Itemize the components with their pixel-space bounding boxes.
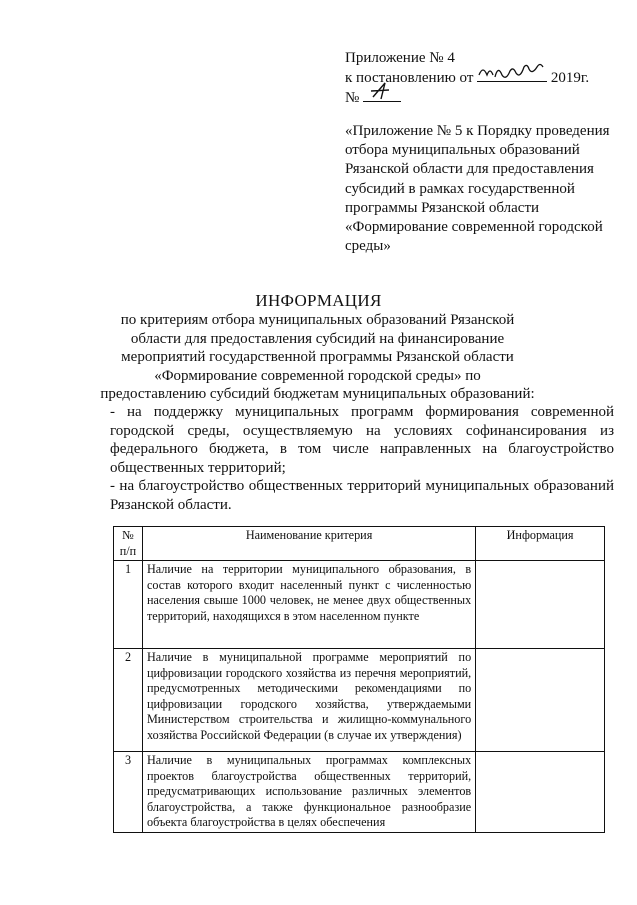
bullet-list bbox=[110, 403, 614, 514]
table-row bbox=[114, 649, 605, 752]
row-criterion: Наличие в муниципальных программах комплексных проектов благоустройства общественных территорий, предусматривающих использование различных элементов благоустройства, а также функциональное разнообразие объекта благоустройства в целях обеспечения bbox=[142, 752, 475, 833]
appendix-number: Приложение № 4 bbox=[345, 50, 455, 66]
row-number: 2 bbox=[114, 649, 143, 752]
document-subtitle: по критериям отбора муниципальных образований Рязанской области для предоставления субсидий на финансирование мероприятий государственной программы Рязанской области «Формирование современной городской среды» по предоставлению субсидий бюджетам муниципальных образований: bbox=[100, 312, 535, 402]
resolution-number-line bbox=[345, 87, 615, 107]
criteria-table bbox=[113, 526, 605, 833]
header-number: № п/п bbox=[114, 527, 143, 561]
resolution-prefix: к постановлению от bbox=[345, 70, 474, 86]
row-criterion: Наличие на территории муниципального образования, в состав которого входит населенный пункт с численностью населения свыше 1000 человек, не менее двух общественных территорий, находящихся в этом населенном пункте bbox=[142, 561, 475, 649]
appendix5-block: «Приложение № 5 к Порядку проведения отбора муниципальных образований Рязанской области для предоставления субсидий в рамках государственной программы Рязанской области «Формирование современной городской среды» bbox=[345, 123, 610, 255]
row-info bbox=[476, 649, 605, 752]
table-row bbox=[114, 752, 605, 833]
number-sign: № bbox=[345, 90, 360, 106]
bullet-item: - на благоустройство общественных территорий муниципальных образований Рязанской области. bbox=[110, 478, 614, 513]
header-criterion: Наименование критерия bbox=[142, 527, 475, 561]
bullet-item: - на поддержку муниципальных программ формирования современной городской среды, осуществляемую на условиях софинансирования из федерального бюджета, в том числе направленных на благоустройство общественных территорий; bbox=[110, 404, 614, 476]
table-row bbox=[114, 561, 605, 649]
appendix-header bbox=[345, 49, 615, 107]
row-info bbox=[476, 752, 605, 833]
header-info: Информация bbox=[476, 527, 605, 561]
handwritten-number bbox=[363, 87, 401, 102]
row-number: 3 bbox=[114, 752, 143, 833]
document-title: ИНФОРМАЦИЯ bbox=[255, 291, 382, 310]
row-number: 1 bbox=[114, 561, 143, 649]
table-header-row bbox=[114, 527, 605, 561]
row-criterion: Наличие в муниципальной программе мероприятий по цифровизации городского хозяйства из перечня мероприятий, предусмотренных методическими рекомендациями по цифровизации городского хозяйства, утверждаемыми Министерством строительства и жилищно-коммунального хозяйства Российской Федерации (в случае их утверждения) bbox=[142, 649, 475, 752]
handwritten-date bbox=[477, 67, 547, 82]
resolution-year: 2019г. bbox=[550, 70, 590, 86]
row-info bbox=[476, 561, 605, 649]
